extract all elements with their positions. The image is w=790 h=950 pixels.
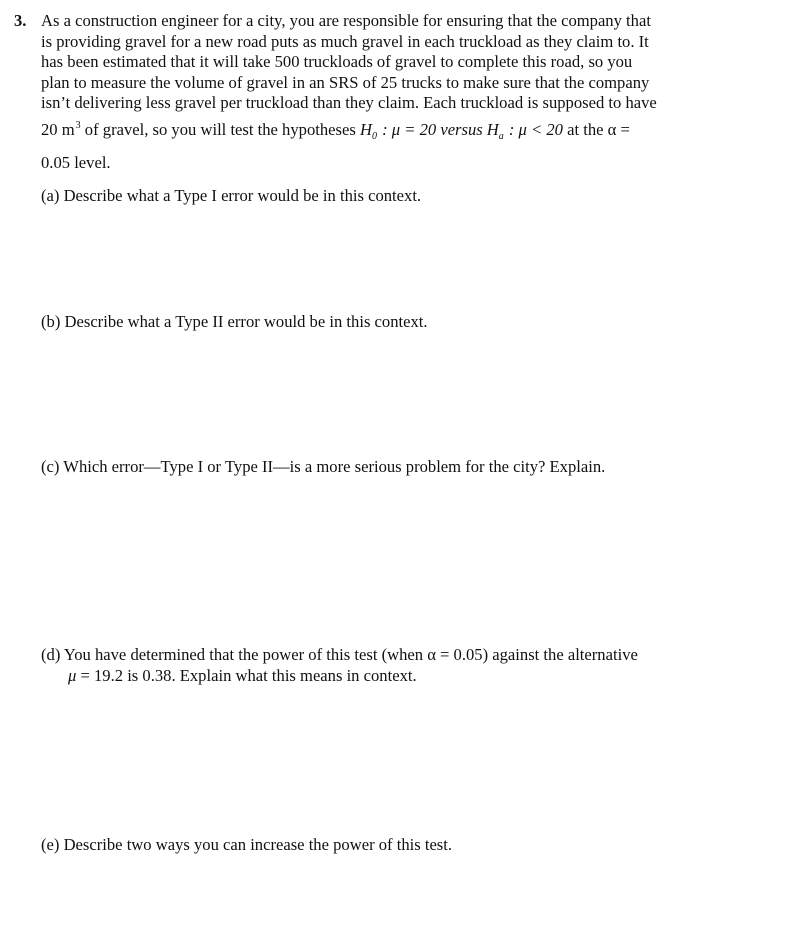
part-b — [41, 311, 428, 332]
stem-line-3: has been estimated that it will take 500 truckloads of gravel to complete this road, so you — [41, 52, 633, 72]
alt-hypothesis-subscript: a — [498, 130, 504, 142]
mu-symbol: μ — [68, 666, 77, 685]
part-d-line-2-text: is 0.38. Explain what this means in context. — [123, 666, 417, 685]
versus-word: versus — [440, 119, 483, 139]
part-b-text: Describe what a Type II error would be in this context. — [64, 312, 428, 331]
part-d — [41, 644, 638, 686]
part-e-text: Describe two ways you can increase the power of this test. — [63, 835, 453, 854]
volume-value: 20 m — [41, 119, 75, 139]
part-c — [41, 456, 605, 477]
stem-line-5: isn’t delivering less gravel per truckload than they claim. Each truckload is supposed to have — [41, 93, 657, 113]
null-hypothesis-subscript: 0 — [371, 130, 377, 142]
alt-hypothesis-relation: : μ < 20 — [504, 119, 568, 139]
part-d-label: (d) — [41, 645, 61, 664]
question-stem — [41, 11, 731, 175]
hypothesis-lead-text: of gravel, so you will test the hypotheses — [80, 119, 360, 139]
question-number: 3. — [14, 11, 27, 30]
part-e — [41, 834, 452, 855]
stem-line-2: is providing gravel for a new road puts as much gravel in each truckload as they claim to. It — [41, 31, 649, 51]
alternative-value: = 19.2 — [76, 666, 124, 685]
part-e-label: (e) — [41, 835, 60, 854]
null-hypothesis-relation: : μ = 20 — [377, 119, 441, 139]
alpha-level-line: 0.05 level. — [41, 152, 111, 172]
part-a-label: (a) — [41, 186, 60, 205]
significance-text: at the α = — [567, 119, 630, 139]
part-b-label: (b) — [41, 312, 61, 331]
stem-line-1: As a construction engineer for a city, you are responsible for ensuring that the company that — [41, 11, 651, 30]
part-a — [41, 185, 421, 206]
volume-exponent: 3 — [75, 119, 81, 131]
stem-line-4: plan to measure the volume of gravel in an SRS of 25 trucks to make sure that the company — [41, 72, 650, 92]
part-d-line-2 — [41, 665, 638, 686]
part-c-text: Which error—Type I or Type II—is a more serious problem for the city? Explain. — [63, 457, 606, 476]
part-a-text: Describe what a Type I error would be in this context. — [63, 186, 422, 205]
null-hypothesis-symbol: H — [359, 119, 372, 139]
part-d-line-1: You have determined that the power of this test (when α = 0.05) against the alternative — [63, 645, 638, 664]
part-c-label: (c) — [41, 457, 60, 476]
hypothesis-line — [41, 116, 731, 147]
alt-hypothesis-symbol: H — [486, 119, 499, 139]
